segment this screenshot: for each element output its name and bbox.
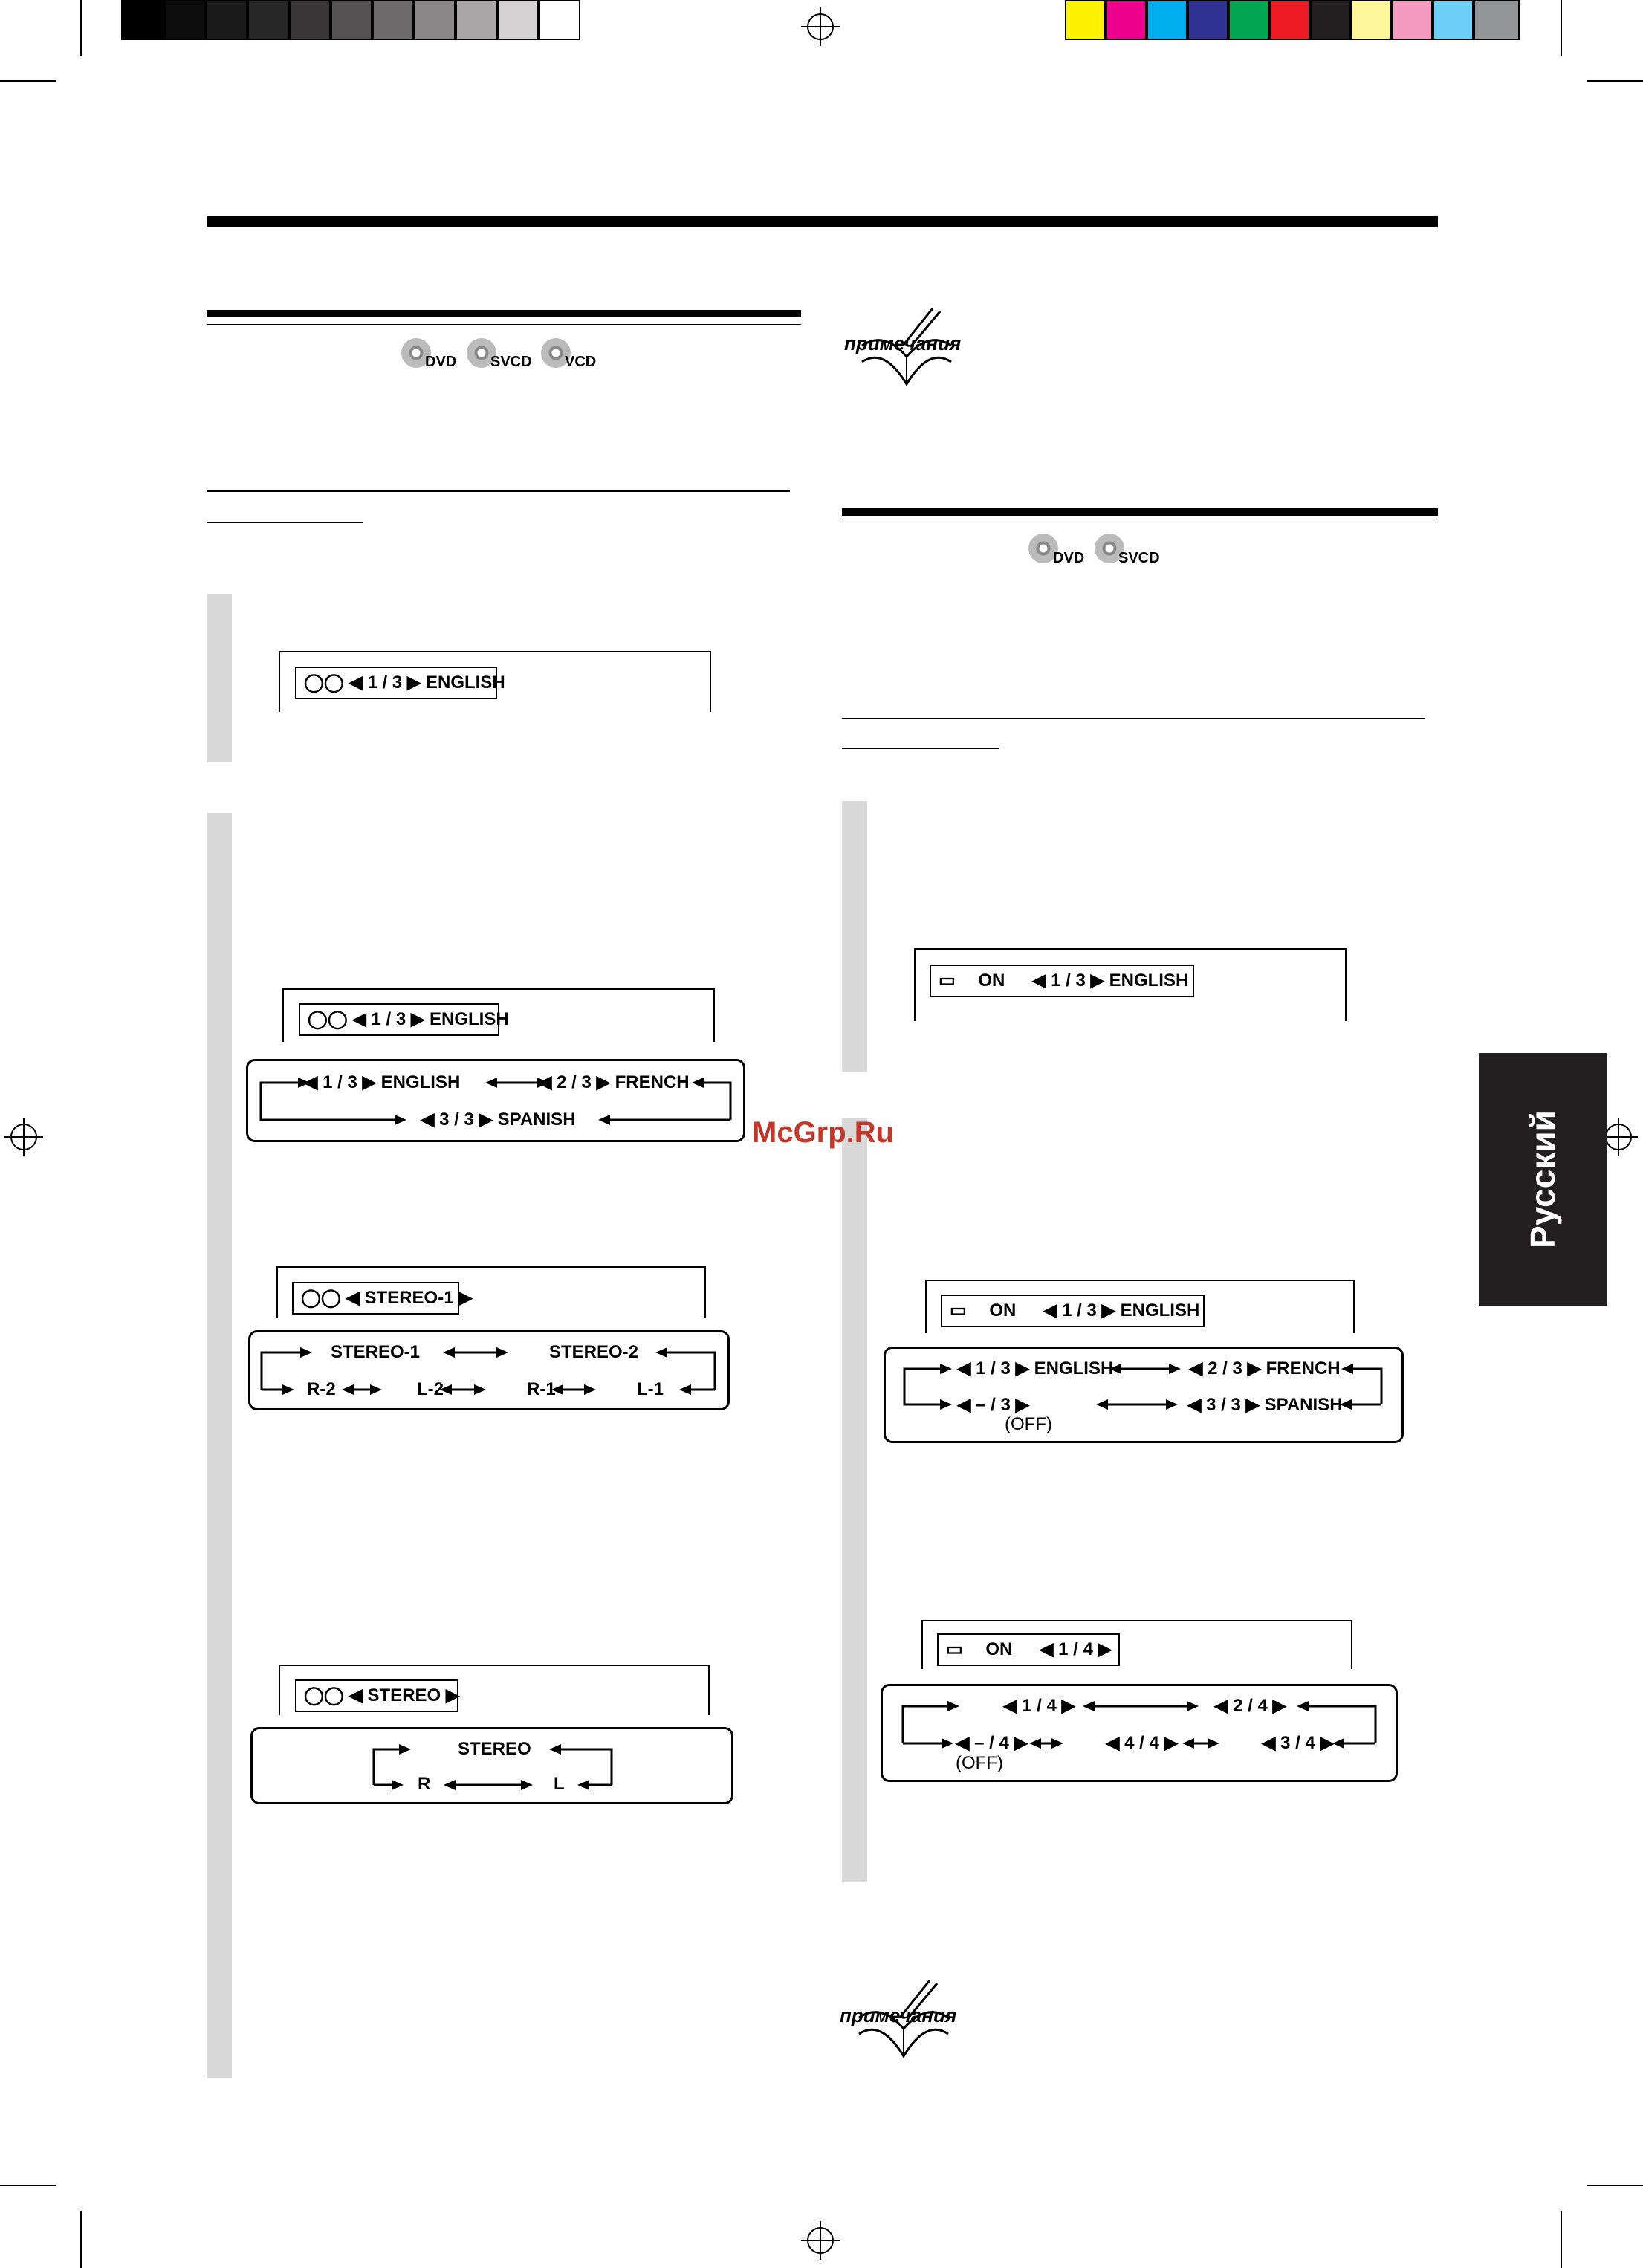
crop-mark <box>1587 2185 1643 2186</box>
disc-label: SVCD <box>490 354 532 370</box>
swatch <box>1474 0 1520 40</box>
cycle-off-note: (OFF) <box>956 1753 1003 1773</box>
crop-mark <box>1561 0 1562 56</box>
section-rule <box>842 508 1438 516</box>
notes-icon <box>840 301 973 390</box>
crop-mark <box>1561 2211 1562 2268</box>
registration-mark <box>807 2227 834 2254</box>
cycle-item: ◀ 2 / 4 ▶ <box>1214 1696 1286 1716</box>
registration-mark <box>10 1124 37 1150</box>
step-bar <box>207 594 232 762</box>
osd-audio-display: ◯◯ ◀ 1 / 3 ▶ ENGLISH <box>295 667 497 699</box>
audio-icon: ◯◯ <box>301 1288 346 1308</box>
notes-label: примечания <box>844 332 962 354</box>
divider <box>842 748 999 749</box>
section-subrule <box>207 324 801 325</box>
cycle-item: L-1 <box>637 1379 664 1399</box>
registration-mark <box>807 13 834 40</box>
audio-icon: ◯◯ <box>308 1009 353 1029</box>
swatch <box>331 0 372 40</box>
crop-mark <box>1587 80 1643 82</box>
cycle-item: ◀ 1 / 3 ▶ ENGLISH <box>957 1358 1114 1378</box>
swatch <box>497 0 539 40</box>
stereo-cycle-diagram <box>248 1330 730 1410</box>
disc-label: VCD <box>565 354 597 370</box>
language-cycle-diagram <box>246 1059 745 1142</box>
cycle-item: STEREO-1 <box>331 1342 421 1362</box>
crop-mark <box>0 80 56 82</box>
cycle-item: R <box>418 1774 431 1794</box>
swatch <box>164 0 206 40</box>
osd-subtitle-display: ▭ ON ◀ 1 / 3 ▶ ENGLISH <box>930 965 1194 997</box>
osd-subtitle-display: ▭ ON ◀ 1 / 4 ▶ <box>937 1633 1120 1666</box>
osd-audio-display: ◯◯ ◀ 1 / 3 ▶ ENGLISH <box>299 1003 499 1036</box>
crop-mark <box>0 2185 56 2186</box>
cycle-item: ◀ 3 / 4 ▶ <box>1262 1733 1334 1753</box>
step-bar <box>842 1118 867 1882</box>
swatch <box>206 0 247 40</box>
cycle-item: ◀ 2 / 3 ▶ FRENCH <box>538 1072 690 1092</box>
swatch <box>1187 0 1228 40</box>
cycle-item: L <box>554 1774 565 1794</box>
divider <box>207 522 363 523</box>
divider <box>842 718 1425 719</box>
swatch <box>1269 0 1310 40</box>
subtitle-cycle-diagram <box>884 1347 1404 1443</box>
vcd-stereo-cycle-diagram <box>250 1727 733 1804</box>
cycle-item: ◀ 3 / 3 ▶ SPANISH <box>421 1109 576 1130</box>
swatch <box>1147 0 1187 40</box>
registration-mark <box>1605 1124 1632 1150</box>
cycle-item: R-1 <box>527 1379 556 1399</box>
swatch <box>1065 0 1106 40</box>
cycle-item: R-2 <box>307 1379 336 1399</box>
swatch <box>414 0 456 40</box>
cycle-item: ◀ – / 3 ▶ <box>957 1395 1029 1415</box>
swatch <box>1392 0 1433 40</box>
notes-icon-bottom <box>837 1973 970 2062</box>
swatch <box>1433 0 1474 40</box>
cycle-item: STEREO <box>458 1739 531 1759</box>
step-bar <box>207 813 232 2078</box>
cycle-item: STEREO-2 <box>549 1342 639 1362</box>
cycle-item: ◀ 1 / 3 ▶ ENGLISH <box>304 1072 461 1092</box>
subtitle-icon: ▭ <box>950 1300 972 1321</box>
swatch <box>1106 0 1147 40</box>
cycle-item: ◀ 2 / 3 ▶ FRENCH <box>1189 1358 1341 1378</box>
audio-icon: ◯◯ <box>304 1685 349 1705</box>
swatch <box>1310 0 1351 40</box>
notes-label: примечания <box>840 2004 957 2026</box>
subtitle-icon: ▭ <box>939 971 961 991</box>
cycle-item: ◀ 4 / 4 ▶ <box>1106 1733 1178 1753</box>
disc-label: DVD <box>1053 550 1085 566</box>
disc-label: DVD <box>425 354 457 370</box>
swatch <box>289 0 331 40</box>
cycle-item: L-2 <box>417 1379 444 1399</box>
swatch <box>372 0 414 40</box>
step-bar <box>842 801 867 1072</box>
swatch <box>247 0 289 40</box>
swatch <box>456 0 497 40</box>
subtitle-cycle-diagram-svcd <box>881 1684 1398 1782</box>
osd-subtitle-display: ▭ ON ◀ 1 / 3 ▶ ENGLISH <box>941 1295 1205 1327</box>
cycle-off-note: (OFF) <box>1005 1414 1052 1434</box>
crop-mark <box>80 2211 82 2268</box>
language-side-tab: Русский <box>1479 1053 1607 1306</box>
watermark: McGrp.Ru <box>752 1116 895 1149</box>
cycle-item: ◀ 3 / 3 ▶ SPANISH <box>1187 1395 1343 1415</box>
swatch <box>121 0 164 40</box>
swatch <box>539 0 580 40</box>
osd-audio-display: ◯◯ ◀ STEREO-1 ▶ <box>292 1282 459 1315</box>
header-rule <box>207 216 1438 227</box>
subtitle-icon: ▭ <box>946 1639 968 1659</box>
cycle-item: ◀ 1 / 4 ▶ <box>1003 1696 1075 1716</box>
osd-audio-display: ◯◯ ◀ STEREO ▶ <box>295 1679 458 1712</box>
crop-mark <box>80 0 82 56</box>
cycle-item: ◀ – / 4 ▶ <box>956 1733 1028 1753</box>
section-rule <box>207 310 801 317</box>
swatch <box>1351 0 1392 40</box>
divider <box>207 490 790 492</box>
disc-label: SVCD <box>1118 550 1160 566</box>
swatch <box>1228 0 1269 40</box>
audio-icon: ◯◯ <box>304 673 349 693</box>
